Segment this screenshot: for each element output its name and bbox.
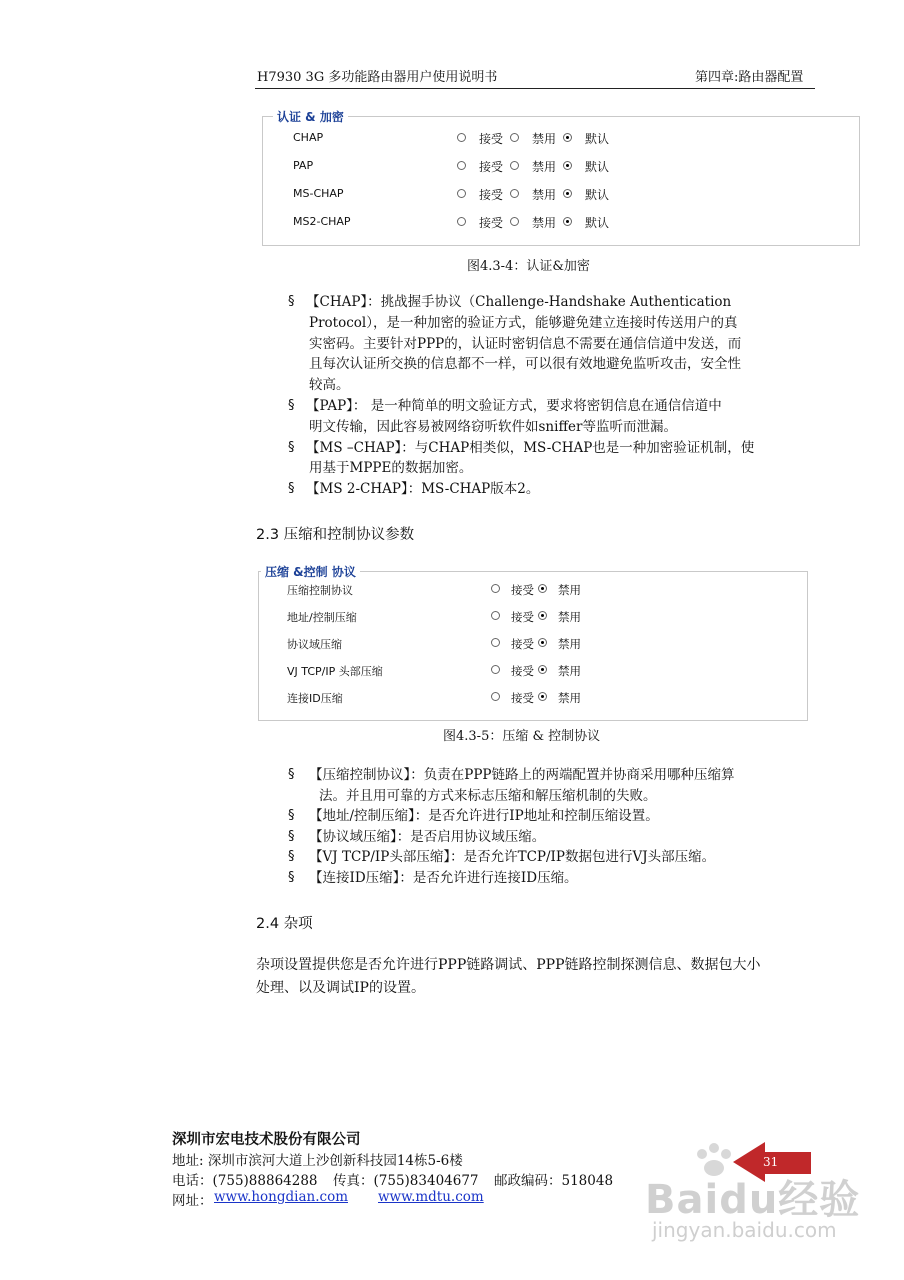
radio-disable[interactable] <box>538 611 547 620</box>
bullet-symbol: § <box>288 294 295 309</box>
compression-row-label: 连接ID压缩 <box>287 692 343 705</box>
radio-option-label: 接受 <box>479 188 504 202</box>
auth-panel <box>262 108 860 246</box>
bullet-text-line: 【压缩控制协议】：负责在PPP链路上的两端配置并协商采用哪种压缩算 <box>309 767 735 783</box>
paw-icon <box>690 1140 740 1180</box>
radio-accept[interactable] <box>491 692 500 701</box>
misc-paragraph <box>256 954 761 1000</box>
footer-phone: 电话：(755)88864288 <box>172 1173 318 1189</box>
radio-option-label: 禁用 <box>532 188 557 202</box>
radio-option-label: 禁用 <box>532 160 557 174</box>
bullet-symbol: § <box>288 808 295 823</box>
bullet-symbol: § <box>288 767 295 782</box>
bullet-text-line: 用基于MPPE的数据加密。 <box>309 460 473 477</box>
radio-accept[interactable] <box>457 189 466 198</box>
radio-option-label: 接受 <box>511 691 534 705</box>
radio-default[interactable] <box>563 189 572 198</box>
bullet-text-line: 【CHAP】：挑战握手协议（Challenge-Handshake Authentication <box>306 294 732 310</box>
radio-accept[interactable] <box>491 638 500 647</box>
doc-header-title: H7930 3G 多功能路由器用户使用说明书 <box>257 70 498 85</box>
footer-web-label: 网址： <box>172 1193 213 1209</box>
radio-disable[interactable] <box>538 584 547 593</box>
bullet-symbol: § <box>288 869 295 885</box>
compression-row-label: VJ TCP/IP 头部压缩 <box>287 665 383 678</box>
auth-row-label: PAP <box>293 159 314 172</box>
bullet-symbol: § <box>288 439 295 455</box>
radio-option-label: 默认 <box>585 132 610 146</box>
misc-paragraph-line: 杂项设置提供您是否允许进行PPP链路调试、PPP链路控制探测信息、数据包大小 <box>256 957 761 973</box>
footer-postcode: 邮政编码：518048 <box>494 1173 614 1189</box>
figure-caption-compression: 图4.3-5：压缩 & 控制协议 <box>443 729 601 744</box>
radio-disable[interactable] <box>538 638 547 647</box>
radio-default[interactable] <box>563 133 572 142</box>
section-heading-2-3: 2.3 压缩和控制协议参数 <box>256 527 415 543</box>
bullet-text-line: 且每次认证所交换的信息都不一样，可以很有效地避免监听攻击，安全性 <box>309 356 741 373</box>
radio-accept[interactable] <box>491 665 500 674</box>
radio-option-label: 接受 <box>511 610 534 624</box>
radio-option-label: 禁用 <box>558 610 581 624</box>
radio-option-label: 接受 <box>511 637 534 651</box>
radio-disable[interactable] <box>510 189 519 198</box>
footer-link-hongdian[interactable]: www.hongdian.com <box>214 1189 348 1205</box>
radio-default[interactable] <box>563 217 572 226</box>
bullet-text-line: 【MS 2-CHAP】：MS-CHAP版本2。 <box>306 481 540 498</box>
radio-option-label: 禁用 <box>558 637 581 651</box>
radio-accept[interactable] <box>457 161 466 170</box>
bullet-text-line: 【协议域压缩】：是否启用协议域压缩。 <box>309 828 546 845</box>
radio-option-label: 禁用 <box>558 583 581 597</box>
auth-row-label: CHAP <box>293 131 324 144</box>
radio-disable[interactable] <box>510 133 519 142</box>
bullet-text-line: 【MS –CHAP】：与CHAP相类似，MS-CHAP也是一种加密验证机制，使 <box>306 439 755 456</box>
compression-panel-legend: 压缩 &控制 协议 <box>265 565 356 579</box>
bullet-text-line: 【VJ TCP/IP头部压缩】：是否允许TCP/IP数据包进行VJ头部压缩。 <box>309 849 716 865</box>
header-rule <box>255 88 815 89</box>
radio-accept[interactable] <box>457 217 466 226</box>
bullet-text-line: 实密码。主要针对PPP的，认证时密钥信息不需要在通信信道中发送，而 <box>309 335 742 352</box>
radio-option-label: 接受 <box>479 216 504 230</box>
bullet-symbol: § <box>288 481 295 497</box>
radio-default[interactable] <box>563 161 572 170</box>
radio-option-label: 默认 <box>585 160 610 174</box>
bullet-text-line: 【PAP】： 是一种简单的明文验证方式，要求将密钥信息在通信信道中 <box>306 398 722 414</box>
bullet-text-line: Protocol），是一种加密的验证方式，能够避免建立连接时传送用户的真 <box>309 314 738 331</box>
compression-row-label: 地址/控制压缩 <box>287 611 357 624</box>
radio-disable[interactable] <box>510 161 519 170</box>
footer-company: 深圳市宏电技术股份有限公司 <box>172 1131 361 1148</box>
footer-address: 地址: 深圳市滨河大道上沙创新科技园14栋5-6楼 <box>172 1153 463 1169</box>
radio-disable[interactable] <box>538 665 547 674</box>
radio-option-label: 禁用 <box>532 216 557 230</box>
bullet-text-line: 明文传输，因此容易被网络窃听软件如sniffer等监听而泄漏。 <box>309 418 677 435</box>
bullet-text-line: 【连接ID压缩】：是否允许进行连接ID压缩。 <box>309 869 578 886</box>
radio-option-label: 禁用 <box>532 132 557 146</box>
radio-accept[interactable] <box>491 611 500 620</box>
auth-row-label: MS-CHAP <box>293 187 344 200</box>
radio-option-label: 接受 <box>511 583 534 597</box>
bullet-symbol: § <box>288 828 295 844</box>
compression-row-label: 协议域压缩 <box>287 638 342 651</box>
radio-accept[interactable] <box>457 133 466 142</box>
bullet-symbol: § <box>288 849 295 864</box>
page-number: 31 <box>763 1155 779 1169</box>
radio-option-label: 禁用 <box>558 691 581 705</box>
radio-option-label: 禁用 <box>558 664 581 678</box>
figure-caption-auth: 图4.3-4：认证&加密 <box>467 259 590 274</box>
radio-option-label: 默认 <box>585 216 610 230</box>
radio-option-label: 接受 <box>511 664 534 678</box>
auth-panel-legend: 认证 & 加密 <box>277 110 344 124</box>
radio-disable[interactable] <box>538 692 547 701</box>
compression-row-label: 压缩控制协议 <box>287 584 353 597</box>
baidu-watermark-url: jingyan.baidu.com <box>652 1218 837 1242</box>
radio-accept[interactable] <box>491 584 500 593</box>
footer-link-mdtu[interactable]: www.mdtu.com <box>378 1189 484 1205</box>
footer-fax: 传真：(755)83404677 <box>333 1173 479 1189</box>
bullet-text-line: 法。并且用可靠的方式来标志压缩和解压缩机制的失败。 <box>319 787 657 804</box>
bullet-text-line: 较高。 <box>309 377 350 394</box>
radio-disable[interactable] <box>510 217 519 226</box>
misc-paragraph-line: 处理、以及调试IP的设置。 <box>256 980 425 996</box>
auth-row-label: MS2-CHAP <box>293 215 351 228</box>
radio-option-label: 接受 <box>479 132 504 146</box>
doc-header-chapter: 第四章:路由器配置 <box>695 70 804 85</box>
section-heading-2-4: 2.4 杂项 <box>256 916 313 932</box>
baidu-watermark-logo: Baidu经验 <box>645 1177 861 1223</box>
radio-option-label: 接受 <box>479 160 504 174</box>
bullet-symbol: § <box>288 398 295 413</box>
radio-option-label: 默认 <box>585 188 610 202</box>
bullet-text-line: 【地址/控制压缩】：是否允许进行IP地址和控制压缩设置。 <box>309 808 659 824</box>
